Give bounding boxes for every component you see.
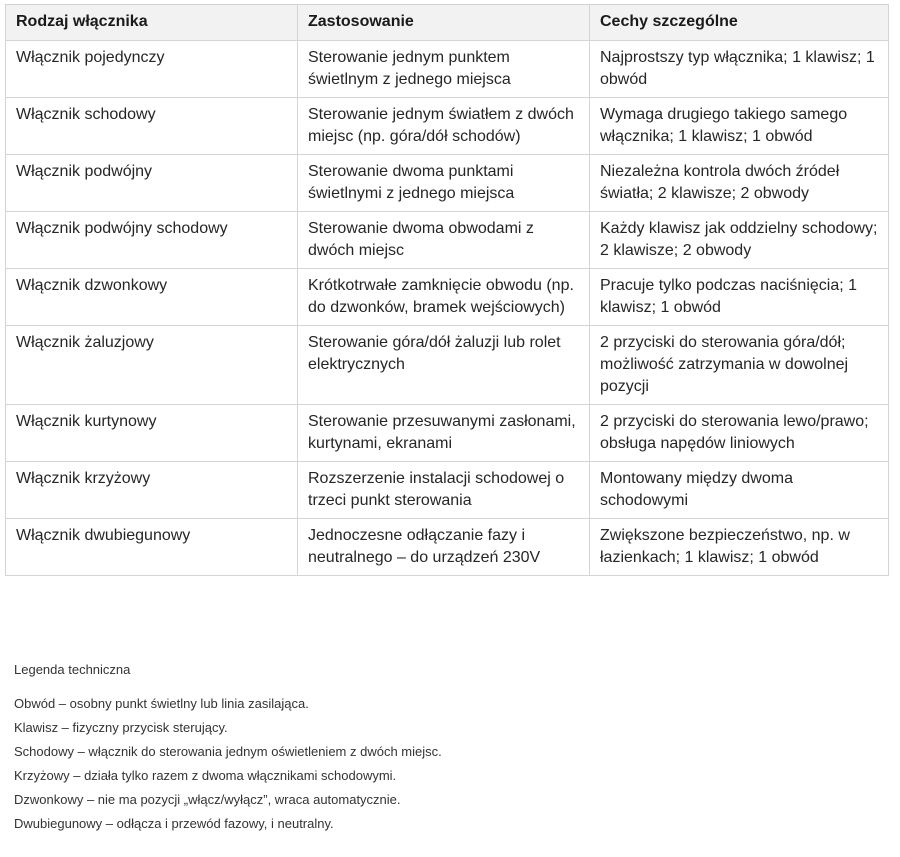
cell-features: Niezależna kontrola dwóch źródeł światła; 2 klawisze; 2 obwody <box>590 155 889 212</box>
cell-features: Najprostszy typ włącznika; 1 klawisz; 1 obwód <box>590 41 889 98</box>
cell-use: Sterowanie przesuwanymi zasłonami, kurtynami, ekranami <box>298 405 590 462</box>
cell-type: Włącznik dwubiegunowy <box>6 519 298 576</box>
cell-use: Rozszerzenie instalacji schodowej o trzeci punkt sterowania <box>298 462 590 519</box>
column-header-use: Zastosowanie <box>298 5 590 41</box>
switch-types-table <box>5 4 889 576</box>
cell-features: Wymaga drugiego takiego samego włącznika; 1 klawisz; 1 obwód <box>590 98 889 155</box>
table-row <box>6 462 889 519</box>
cell-features: Zwiększone bezpieczeństwo, np. w łazienkach; 1 klawisz; 1 obwód <box>590 519 889 576</box>
cell-type: Włącznik żaluzjowy <box>6 326 298 405</box>
table-row <box>6 98 889 155</box>
cell-features: Montowany między dwoma schodowymi <box>590 462 889 519</box>
table-row <box>6 326 889 405</box>
technical-legend <box>14 658 884 836</box>
cell-use: Sterowanie jednym światłem z dwóch miejsc (np. góra/dół schodów) <box>298 98 590 155</box>
cell-use: Sterowanie dwoma punktami świetlnymi z jednego miejsca <box>298 155 590 212</box>
cell-type: Włącznik schodowy <box>6 98 298 155</box>
legend-item-schodowy: Schodowy – włącznik do sterowania jednym oświetleniem z dwóch miejsc. <box>14 744 442 759</box>
cell-use: Krótkotrwałe zamknięcie obwodu (np. do dzwonków, bramek wejściowych) <box>298 269 590 326</box>
cell-use: Sterowanie dwoma obwodami z dwóch miejsc <box>298 212 590 269</box>
column-header-type: Rodzaj włącznika <box>6 5 298 41</box>
legend-item-obwod: Obwód – osobny punkt świetlny lub linia zasilająca. <box>14 696 309 711</box>
cell-features: 2 przyciski do sterowania góra/dół; możliwość zatrzymania w dowolnej pozycji <box>590 326 889 405</box>
table-row <box>6 212 889 269</box>
cell-features: 2 przyciski do sterowania lewo/prawo; obsługa napędów liniowych <box>590 405 889 462</box>
table-row <box>6 405 889 462</box>
legend-item-klawisz: Klawisz – fizyczny przycisk sterujący. <box>14 720 228 735</box>
cell-type: Włącznik podwójny schodowy <box>6 212 298 269</box>
cell-use: Sterowanie jednym punktem świetlnym z jednego miejsca <box>298 41 590 98</box>
cell-use: Sterowanie góra/dół żaluzji lub rolet elektrycznych <box>298 326 590 405</box>
cell-features: Każdy klawisz jak oddzielny schodowy; 2 klawisze; 2 obwody <box>590 212 889 269</box>
legend-item-dwubiegunowy: Dwubiegunowy – odłącza i przewód fazowy, i neutralny. <box>14 816 334 831</box>
cell-features: Pracuje tylko podczas naciśnięcia; 1 klawisz; 1 obwód <box>590 269 889 326</box>
legend-list <box>14 692 884 836</box>
table-row <box>6 155 889 212</box>
cell-type: Włącznik podwójny <box>6 155 298 212</box>
column-header-features: Cechy szczególne <box>590 5 889 41</box>
legend-item-dzwonkowy: Dzwonkowy – nie ma pozycji „włącz/wyłącz”, wraca automatycznie. <box>14 792 401 807</box>
table-row <box>6 519 889 576</box>
cell-type: Włącznik pojedynczy <box>6 41 298 98</box>
table-header-row <box>6 5 889 41</box>
cell-type: Włącznik dzwonkowy <box>6 269 298 326</box>
cell-type: Włącznik kurtynowy <box>6 405 298 462</box>
cell-use: Jednoczesne odłączanie fazy i neutralnego – do urządzeń 230V <box>298 519 590 576</box>
legend-item-krzyzowy: Krzyżowy – działa tylko razem z dwoma włącznikami schodowymi. <box>14 768 397 783</box>
table-row <box>6 41 889 98</box>
legend-title: Legenda techniczna <box>14 662 131 677</box>
cell-type: Włącznik krzyżowy <box>6 462 298 519</box>
table-row <box>6 269 889 326</box>
